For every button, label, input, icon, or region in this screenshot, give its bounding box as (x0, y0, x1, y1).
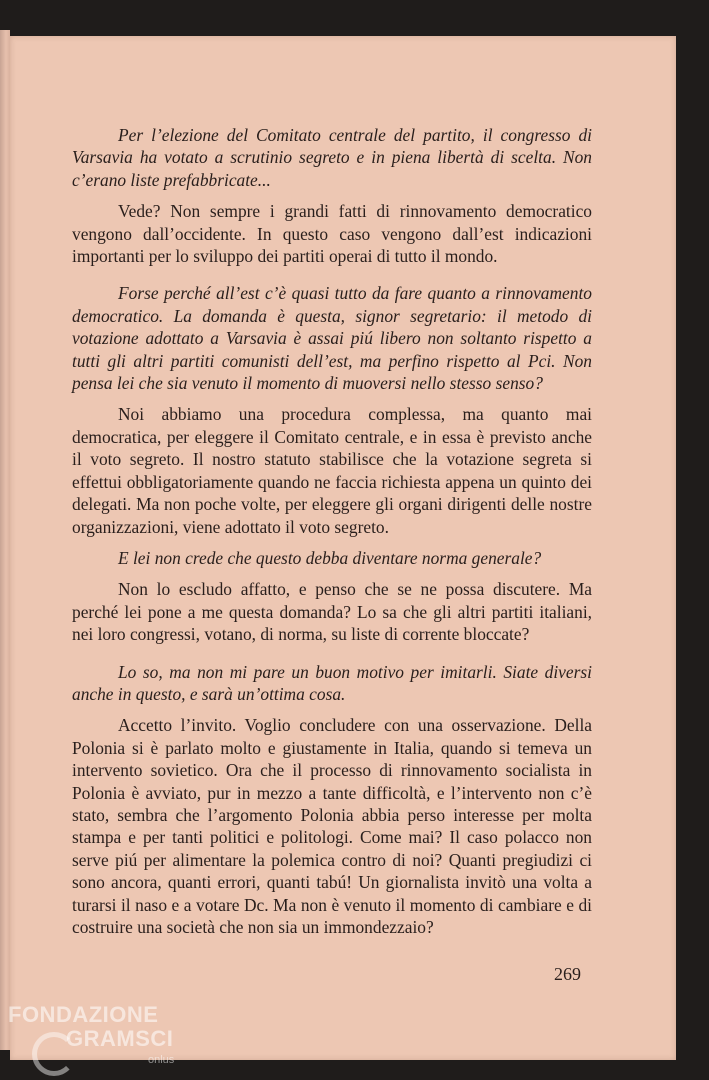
question-paragraph: Per l’elezione del Comitato centrale del partito, il congresso di Varsavia ha votato a scrutinio segreto e in piena libertà di scelta. Non c’erano liste prefabbricate... (72, 125, 592, 190)
watermark-line1: FONDAZIONE (8, 1002, 159, 1027)
answer-paragraph: Noi abbiamo una procedura complessa, ma quanto mai democratica, per eleggere il Comitato centrale, e in essa è previsto anche il voto segreto. Il nostro statuto stabilisce che la votazione segreta si effettui obbligatoriamente quando ne faccia richiesta appena un quinto dei delegati. Ma non poche volte, per eleggere gli organi dirigenti delle nostre organizzazioni, viene adottato il voto segreto. (72, 404, 592, 537)
watermark-logo (2, 1002, 202, 1078)
answer-paragraph: Accetto l’invito. Voglio concludere con una osservazione. Della Polonia si è parlato molto e giustamente in Italia, quando si temeva un intervento sovietico. Ora che il processo di rinnovamento socialista in Polonia è avviato, pur in mezzo a tante difficoltà, e l’intervento non c’è stato, sembra che l’argomento Polonia abbia perso interesse per molta stampa e per tanti politici e politologi. Come mai? Il caso polacco non serve piú per alimentare la polemica contro di noi? Quanti pregiudizi ci sono ancora, quanti errori, quanti tabú! Un giornalista invitò una volta a turarsi il naso e a votare Dc. Ma non è venuto il momento di cambiare e di costruire una società che non sia un immondezzaio? (72, 715, 592, 937)
book-page (10, 36, 676, 1060)
book-binding-edge (0, 30, 10, 1050)
watermark-line2: GRAMSCI (66, 1026, 174, 1051)
question-paragraph: Forse perché all’est c’è quasi tutto da fare quanto a rinnovamento democratico. La domanda è questa, signor segretario: il metodo di votazione adottato a Varsavia è assai piú libero non soltanto rispetto a tutti gli altri partiti comunisti dell’est, ma perfino rispetto al Pci. Non pensa lei che sia venuto il momento di muoversi nello stesso senso? (72, 283, 592, 394)
answer-paragraph: Non lo escludo affatto, e penso che se ne possa discutere. Ma perché lei pone a me questa domanda? Lo sa che gli altri partiti italiani, nei loro congressi, votano, di norma, su liste di corrente bloccate? (72, 579, 592, 645)
answer-paragraph: Vede? Non sempre i grandi fatti di rinnovamento democratico vengono dall’occidente. In questo caso vengono dall’est indicazioni importanti per lo sviluppo dei partiti operai di tutto il mondo. (72, 201, 592, 267)
page-number: 269 (554, 964, 581, 984)
question-paragraph: E lei non crede che questo debba diventare norma generale? (118, 547, 542, 568)
watermark-suffix: onlus (148, 1054, 175, 1066)
page-body (72, 124, 592, 938)
question-paragraph: Lo so, ma non mi pare un buon motivo per imitarli. Siate diversi anche in questo, e sarà un’ottima cosa. (72, 661, 592, 704)
